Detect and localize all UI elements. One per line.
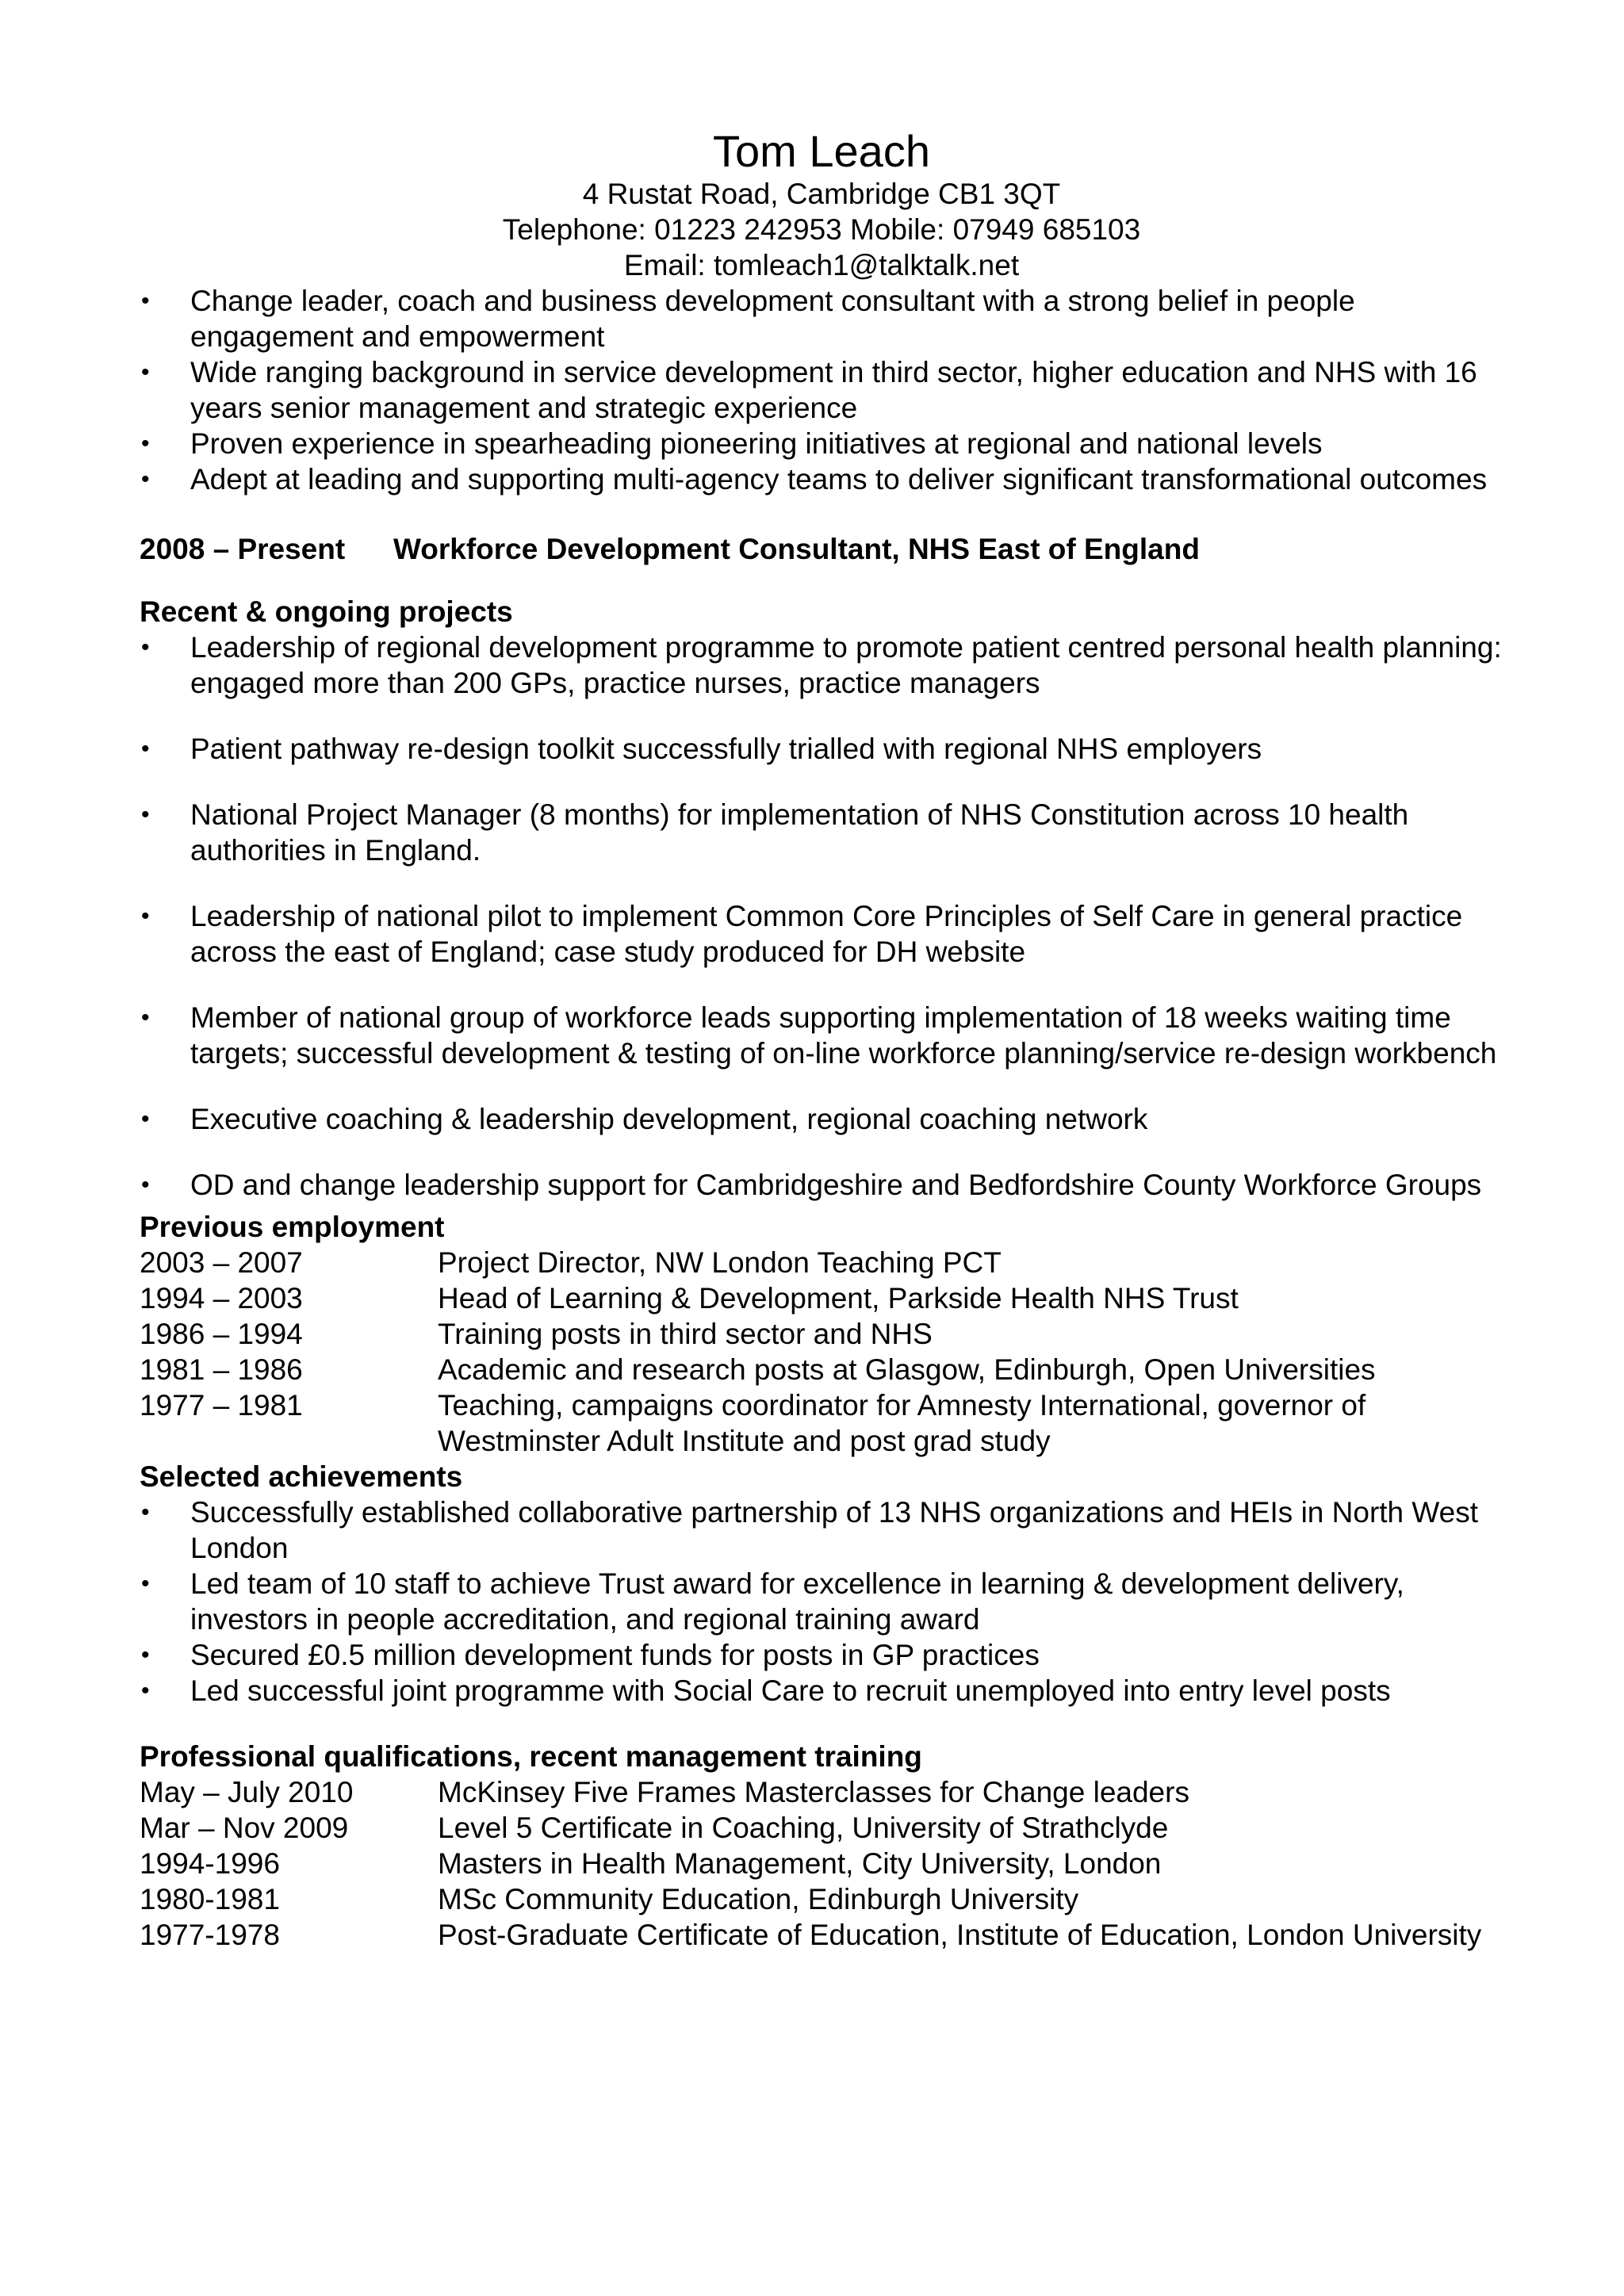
cv-page — [140, 127, 1503, 1953]
qualification-dates: 1980-1981 — [140, 1883, 280, 1915]
employment-row — [140, 1387, 1503, 1459]
employment-text: Head of Learning & Development, Parkside Health NHS Trust — [438, 1282, 1239, 1314]
project-item: • Leadership of regional development programme to promote patient centred personal health planning: engaged more than 200 GPs, practice nurses, practice managers — [140, 629, 1503, 701]
employment-text: Project Director, NW London Teaching PCT — [438, 1246, 1002, 1279]
qualification-text: Masters in Health Management, City University, London — [438, 1847, 1162, 1880]
qualification-dates: 1977-1978 — [140, 1919, 280, 1951]
projects-list — [140, 629, 1503, 1203]
project-item: • OD and change leadership support for Cambridgeshire and Bedfordshire County Workforce Groups — [140, 1167, 1503, 1203]
achievement-item: • Successfully established collaborative partnership of 13 NHS organizations and HEIs in North West London — [140, 1494, 1503, 1566]
qualification-text: Level 5 Certificate in Coaching, University of Strathclyde — [438, 1812, 1169, 1844]
profile-item: • Proven experience in spearheading pioneering initiatives at regional and national levels — [140, 426, 1503, 461]
qualifications-heading: Professional qualifications, recent management training — [140, 1740, 922, 1773]
employment-row — [140, 1316, 1503, 1352]
current-role — [140, 531, 1503, 567]
profile-item: • Wide ranging background in service development in third sector, higher education and NHS with 16 years senior management and strategic experience — [140, 354, 1503, 426]
project-item: • Member of national group of workforce leads supporting implementation of 18 weeks waiting time targets; successful development & testing of on-line workforce planning/service re-design workbench — [140, 1000, 1503, 1071]
qualifications-table — [140, 1774, 1503, 1953]
achievement-item: • Led successful joint programme with Social Care to recruit unemployed into entry level posts — [140, 1673, 1503, 1709]
achievements-list — [140, 1494, 1503, 1709]
achievement-item: • Secured £0.5 million development funds for posts in GP practices — [140, 1637, 1503, 1673]
address-line: 4 Rustat Road, Cambridge CB1 3QT — [582, 178, 1061, 210]
employment-dates: 1981 – 1986 — [140, 1353, 303, 1386]
employment-text: Training posts in third sector and NHS — [438, 1318, 933, 1350]
qualification-dates: Mar – Nov 2009 — [140, 1812, 349, 1844]
employment-text: Teaching, campaigns coordinator for Amnesty International, governor of Westminster Adult Institute and post grad study — [438, 1389, 1366, 1457]
profile-item: • Change leader, coach and business development consultant with a strong belief in people engagement and empowerment — [140, 283, 1503, 354]
qualification-text: McKinsey Five Frames Masterclasses for Change leaders — [438, 1776, 1189, 1808]
project-item: • Leadership of national pilot to implement Common Core Principles of Self Care in general practice across the east of England; case study produced for DH website — [140, 898, 1503, 970]
qualification-row — [140, 1846, 1503, 1881]
employment-text: Academic and research posts at Glasgow, Edinburgh, Open Universities — [438, 1353, 1376, 1386]
previous-employment-heading: Previous employment — [140, 1211, 445, 1243]
employment-dates: 2003 – 2007 — [140, 1246, 303, 1279]
project-item: • Executive coaching & leadership development, regional coaching network — [140, 1101, 1503, 1137]
cv-name: Tom Leach — [713, 126, 930, 176]
achievement-item: • Led team of 10 staff to achieve Trust award for excellence in learning & development delivery, investors in people accreditation, and regional training award — [140, 1566, 1503, 1637]
employment-row — [140, 1245, 1503, 1280]
employment-dates: 1994 – 2003 — [140, 1282, 303, 1314]
employment-dates: 1977 – 1981 — [140, 1389, 303, 1422]
current-role-title: Workforce Development Consultant, NHS East of England — [393, 533, 1200, 565]
telephone-line: Telephone: 01223 242953 Mobile: 07949 685103 — [502, 213, 1141, 246]
current-role-dates: 2008 – Present — [140, 533, 346, 565]
qualification-row — [140, 1917, 1503, 1953]
qualification-row — [140, 1810, 1503, 1846]
project-item: • Patient pathway re-design toolkit successfully trialled with regional NHS employers — [140, 731, 1503, 767]
profile-item: • Adept at leading and supporting multi-agency teams to deliver significant transformational outcomes — [140, 461, 1503, 497]
project-item: • National Project Manager (8 months) for implementation of NHS Constitution across 10 health authorities in England. — [140, 797, 1503, 868]
profile-list — [140, 283, 1503, 497]
qualification-row — [140, 1774, 1503, 1810]
qualification-row — [140, 1881, 1503, 1917]
email-line: Email: tomleach1@talktalk.net — [623, 249, 1020, 281]
qualification-dates: May – July 2010 — [140, 1776, 354, 1808]
qualification-text: Post-Graduate Certificate of Education, Institute of Education, London University — [438, 1919, 1482, 1951]
projects-heading: Recent & ongoing projects — [140, 595, 513, 628]
achievements-heading: Selected achievements — [140, 1460, 463, 1493]
employment-row — [140, 1280, 1503, 1316]
qualification-dates: 1994-1996 — [140, 1847, 280, 1880]
qualification-text: MSc Community Education, Edinburgh University — [438, 1883, 1079, 1915]
employment-dates: 1986 – 1994 — [140, 1318, 303, 1350]
employment-row — [140, 1352, 1503, 1387]
previous-employment-table — [140, 1245, 1503, 1459]
